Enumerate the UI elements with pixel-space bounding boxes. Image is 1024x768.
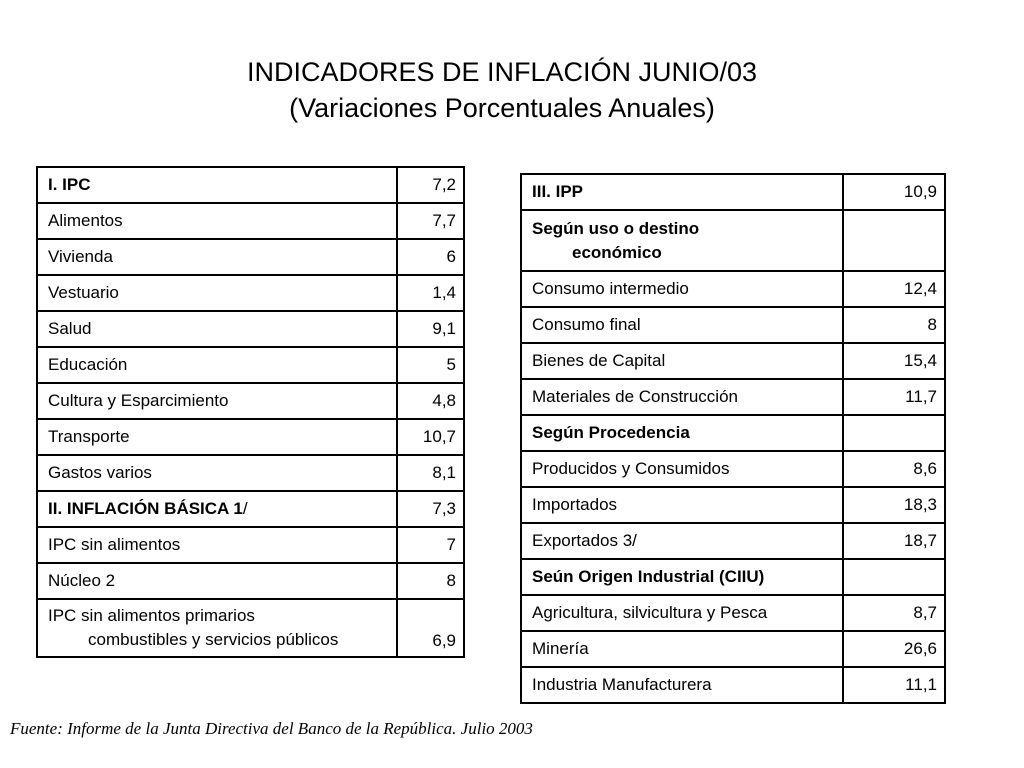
row-value: 10,9 bbox=[843, 174, 945, 210]
table-row bbox=[521, 415, 945, 451]
table-row bbox=[37, 491, 464, 527]
row-label: Minería bbox=[521, 631, 843, 667]
row-value: 7,2 bbox=[397, 167, 464, 203]
row-label bbox=[37, 491, 397, 527]
table-row bbox=[37, 347, 464, 383]
row-label: Alimentos bbox=[37, 203, 397, 239]
table-row bbox=[37, 239, 464, 275]
ipc-table bbox=[36, 166, 465, 658]
row-value: 7,3 bbox=[397, 491, 464, 527]
row-value: 26,6 bbox=[843, 631, 945, 667]
row-value: 15,4 bbox=[843, 343, 945, 379]
row-value: 1,4 bbox=[397, 275, 464, 311]
row-label: Gastos varios bbox=[37, 455, 397, 491]
row-label: III. IPP bbox=[521, 174, 843, 210]
row-value: 8 bbox=[397, 563, 464, 599]
table-row bbox=[521, 379, 945, 415]
table-row bbox=[521, 595, 945, 631]
row-value: 6,9 bbox=[397, 599, 464, 657]
table-row bbox=[521, 343, 945, 379]
row-label: Producidos y Consumidos bbox=[521, 451, 843, 487]
table-row bbox=[521, 307, 945, 343]
row-label: Industria Manufacturera bbox=[521, 667, 843, 703]
page-title bbox=[0, 54, 1004, 126]
row-value: 6 bbox=[397, 239, 464, 275]
row-label bbox=[521, 210, 843, 271]
row-value: 7 bbox=[397, 527, 464, 563]
row-value: 8,7 bbox=[843, 595, 945, 631]
row-value bbox=[843, 559, 945, 595]
row-label: Agricultura, silvicultura y Pesca bbox=[521, 595, 843, 631]
row-label: Exportados 3/ bbox=[521, 523, 843, 559]
row-label-continuation: económico bbox=[572, 242, 662, 262]
title-line-1: INDICADORES DE INFLACIÓN JUNIO/03 bbox=[246, 57, 758, 87]
row-label: Cultura y Esparcimiento bbox=[37, 383, 397, 419]
row-label: Seún Origen Industrial (CIIU) bbox=[521, 559, 843, 595]
table-row bbox=[521, 667, 945, 703]
table-row bbox=[37, 527, 464, 563]
row-value: 18,3 bbox=[843, 487, 945, 523]
row-label: Núcleo 2 bbox=[37, 563, 397, 599]
row-value: 8 bbox=[843, 307, 945, 343]
title-line-2: (Variaciones Porcentuales Anuales) bbox=[289, 93, 715, 123]
row-value bbox=[843, 415, 945, 451]
table-row bbox=[37, 203, 464, 239]
table-row bbox=[37, 419, 464, 455]
table-row bbox=[37, 311, 464, 347]
row-value: 11,7 bbox=[843, 379, 945, 415]
row-label: I. IPC bbox=[37, 167, 397, 203]
row-label: Vestuario bbox=[37, 275, 397, 311]
table-row bbox=[37, 275, 464, 311]
ipp-table bbox=[520, 173, 946, 704]
source-footnote: Fuente: Informe de la Junta Directiva del Banco de la República. Julio 2003 bbox=[10, 719, 533, 738]
row-label-suffix: / bbox=[242, 499, 248, 518]
table-row bbox=[521, 210, 945, 271]
table-row bbox=[37, 455, 464, 491]
row-label: Según Procedencia bbox=[521, 415, 843, 451]
row-value: 11,1 bbox=[843, 667, 945, 703]
row-value: 10,7 bbox=[397, 419, 464, 455]
row-value: 8,6 bbox=[843, 451, 945, 487]
table-row bbox=[521, 631, 945, 667]
table-row bbox=[521, 559, 945, 595]
row-label: Salud bbox=[37, 311, 397, 347]
row-label: Educación bbox=[37, 347, 397, 383]
row-value: 9,1 bbox=[397, 311, 464, 347]
table-row bbox=[521, 451, 945, 487]
row-label: Consumo intermedio bbox=[521, 271, 843, 307]
row-value bbox=[843, 210, 945, 271]
table-row bbox=[521, 271, 945, 307]
table-row bbox=[37, 167, 464, 203]
table-row bbox=[37, 563, 464, 599]
table-row bbox=[37, 383, 464, 419]
row-label: Importados bbox=[521, 487, 843, 523]
row-label-line-1: IPC sin alimentos primarios bbox=[48, 606, 255, 625]
table-row bbox=[521, 487, 945, 523]
table-row bbox=[521, 174, 945, 210]
row-label: Materiales de Construcción bbox=[521, 379, 843, 415]
row-value: 7,7 bbox=[397, 203, 464, 239]
row-label-line-1: Según uso o destino bbox=[532, 218, 700, 238]
table-row bbox=[521, 523, 945, 559]
row-value: 8,1 bbox=[397, 455, 464, 491]
row-label: Bienes de Capital bbox=[521, 343, 843, 379]
row-value: 5 bbox=[397, 347, 464, 383]
row-value: 12,4 bbox=[843, 271, 945, 307]
row-label-text: II. INFLACIÓN BÁSICA 1 bbox=[48, 499, 243, 518]
row-label-continuation: combustibles y servicios públicos bbox=[88, 630, 339, 649]
row-label: Vivienda bbox=[37, 239, 397, 275]
row-value: 18,7 bbox=[843, 523, 945, 559]
row-label bbox=[37, 599, 397, 657]
row-label: Transporte bbox=[37, 419, 397, 455]
row-label: Consumo final bbox=[521, 307, 843, 343]
table-row bbox=[37, 599, 464, 657]
row-value: 4,8 bbox=[397, 383, 464, 419]
row-label: IPC sin alimentos bbox=[37, 527, 397, 563]
